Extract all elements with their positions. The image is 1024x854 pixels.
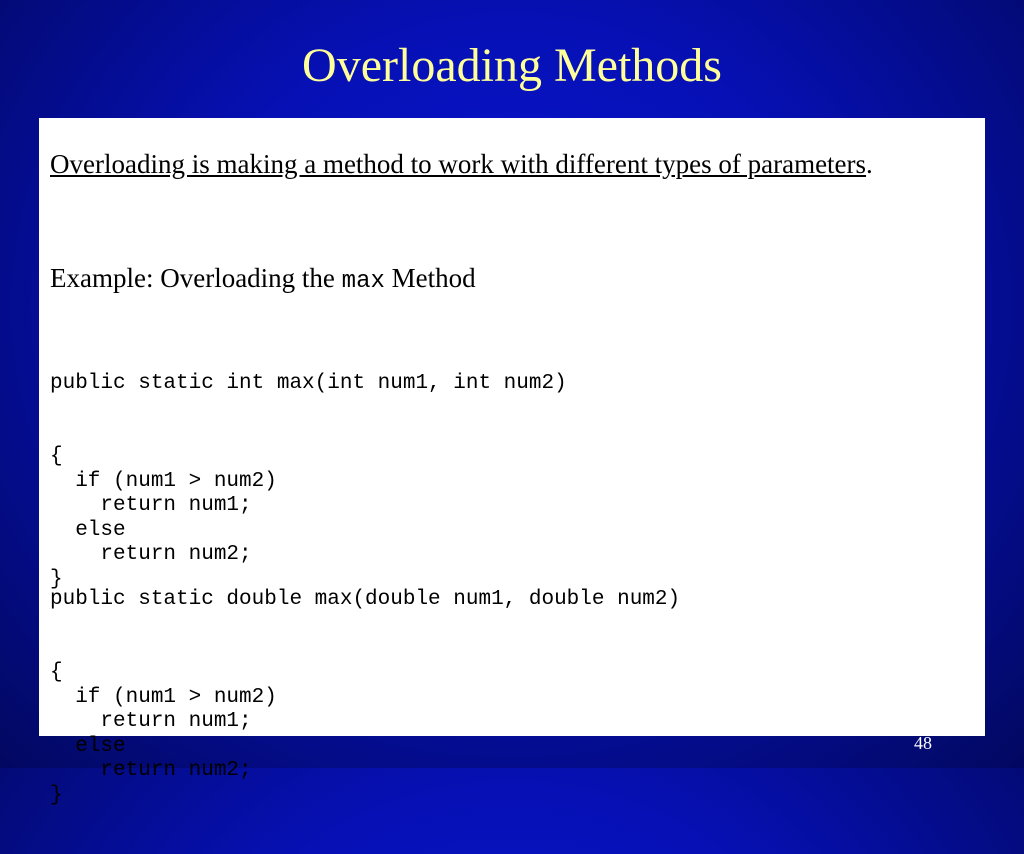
example-suffix: Method	[384, 263, 476, 293]
code-body: { if (num1 > num2) return num1; else return num2; }	[50, 661, 277, 807]
code-block-double	[50, 539, 680, 854]
example-heading	[50, 260, 476, 300]
example-prefix: Example: Overloading the	[50, 263, 342, 293]
intro-period: .	[866, 149, 873, 179]
code-signature: public static double max(double num1, double num2)	[50, 588, 681, 611]
code-body: { if (num1 > num2) return num1; else return num2; }	[50, 445, 277, 591]
code-signature: public static int max(int num1, int num2)	[50, 372, 567, 395]
overloading-definition: Overloading is making a method to work with different types of parameters	[50, 149, 867, 179]
method-name: max	[341, 268, 385, 295]
intro-paragraph	[50, 146, 950, 182]
slide-title: Overloading Methods	[302, 39, 722, 92]
page-number: 48	[914, 733, 932, 753]
